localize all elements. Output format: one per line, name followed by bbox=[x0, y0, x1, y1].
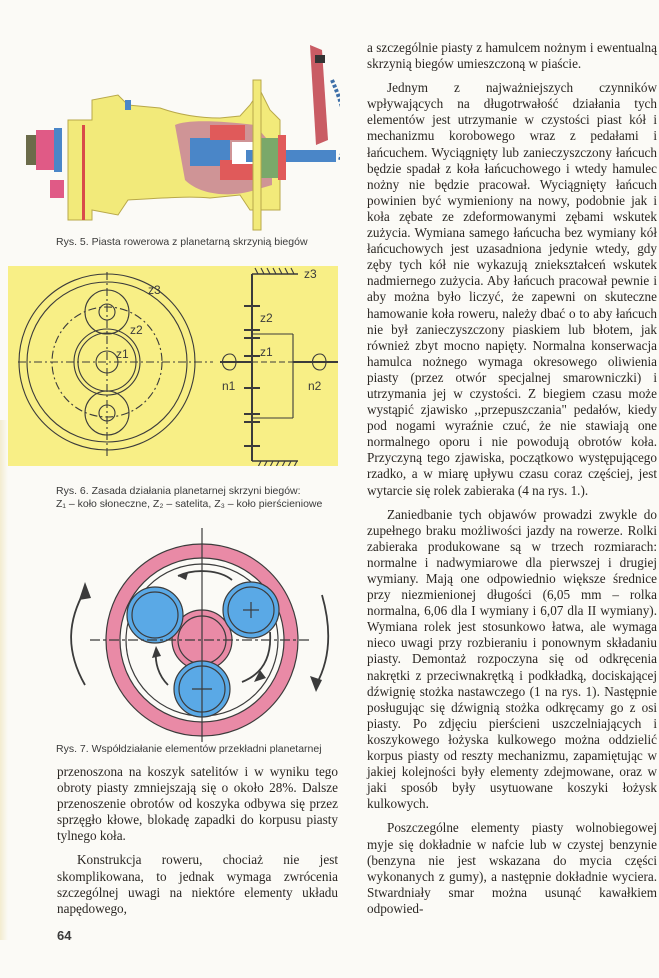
figure-6-caption-line1: Rys. 6. Zasada działania planetarnej skrzyni biegów: bbox=[56, 485, 301, 497]
label-n1: n1 bbox=[222, 379, 236, 393]
figure-5-caption: Rys. 5. Piasta rowerowa z planetarną skrzynią biegów bbox=[56, 236, 308, 248]
figure-6-caption-line2: Z₁ – koło słoneczne, Z₂ – satelita, Z₃ – koło pierścieniowe bbox=[56, 498, 323, 510]
label-z3-right: z3 bbox=[304, 267, 317, 281]
label-z1-right: z1 bbox=[260, 345, 273, 359]
planetary-gear-schematic bbox=[8, 266, 338, 466]
label-z1-left: z1 bbox=[116, 347, 129, 361]
label-z2-left: z2 bbox=[130, 323, 143, 337]
label-z2-right: z2 bbox=[260, 311, 273, 325]
figure-7-caption: Rys. 7. Współdziałanie elementów przekładni planetarnej bbox=[56, 743, 322, 755]
page-number: 64 bbox=[57, 928, 72, 943]
left-paragraph-2: Konstrukcja roweru, chociaż nie jest skomplikowana, to jednak wymaga zwrócenia szczególnej uwagi na niektóre elementy układu napędowego, bbox=[57, 852, 338, 916]
right-paragraph-2: Jednym z najważniejszych czynników wpływających na długotrwałość działania tych elementów jest utrzymanie w czystości piast kół i mechanizmu korobowego wraz z pedałami i łańcuchem. Wyciągnięty lub zanieczyszczony łańcuch będzie spadał z koła łańcuchowego i wtedy hamulec nożny nie będzie pracował. Wyciągnięty łańcuch powinien być wymieniony na nowy, podobnie jak i koła zębate ze zdeformowanymi zębami wskutek zużycia. Wymiana samego łańcucha bez wymiany kół łańcuchowych jest uzasadniona jedynie wtedy, gdy zęby tych kół nie wykazują zniekształceń wskutek nadmiernego zużycia. Aby łańcuch pracował pewnie i aby można było liczyć, że zapewni on skuteczne hamowanie koła roweru, należy dbać o to aby łańcuch nie był zanieczyszczony piaskiem lub błotem, jak również zbyt mocno napięty. Normalna konserwacja hamulca nożnego wymaga okresowego oliwienia piasty (przez otwór specjalnej smarowniczki) i utrzymania jej w czystości. Z biegiem czasu może wystąpić zjawisko ,,przepuszczania" pedałów, kiedy pod nogami wyraźnie czuć, że nie stawiają one normalnego oporu i nie powodują obrotów koła. Przyczyną tego zjawiska, początkowo występującego rzadko, a w miarę upływu czasu coraz częściej, jest wytarcie się rolek zabieraka (4 na rys. 1.). bbox=[367, 80, 657, 498]
figure-6-diagram bbox=[8, 266, 338, 466]
right-paragraph-1: a szczególnie piasty z hamulcem nożnym i ewentualną skrzynią biegów umieszczoną w piaście. bbox=[367, 40, 657, 72]
label-z3-left: z3 bbox=[148, 283, 161, 297]
left-paragraph-1: przenoszona na koszyk satelitów i w wyniku tego obroty piasty zmniejszają się o około 28%. Dalsze przenoszenie obrotów od koszyka odbywa się przez sprzęgło kłowe, blokadę zapadki do korpusu piasty tylnego koła. bbox=[57, 764, 338, 844]
right-column-text bbox=[367, 40, 657, 925]
figure-7-planetary-diagram bbox=[60, 520, 340, 745]
figure-6-caption bbox=[56, 485, 322, 511]
right-paragraph-4: Poszczególne elementy piasty wolnobiegowej myje się dokładnie w nafcie lub w czystej benzynie (benzyna nie jest wskazana do mycia części wykonanych z gumy), a następnie dokładnie wyciera. Stwardniały smar można usunąć kawałkiem odpowied- bbox=[367, 820, 657, 916]
figure-5-hub-illustration bbox=[10, 20, 340, 235]
page-edge-shadow bbox=[0, 420, 8, 940]
label-n2: n2 bbox=[308, 379, 322, 393]
right-paragraph-3: Zaniedbanie tych objawów prowadzi zwykle do zupełnego braku możliwości jazdy na rowerze. Rolki zabieraka produkowane są w trzech rozmiarach: normalne i nadwymiarowe dla pierwszej i drugiej wymiany. Mają one odpowiednio większe średnice przy niezmienionej długości (6,05 mm – rolka normalna, 6,06 dla I wymiany i 6,07 dla II wymiany). Wymiana rolek jest stosunkowo łatwa, ale wymaga nieco uwagi przy rozbieraniu i ponownym składaniu piasty. Demontaż rozpoczyna się od odkręcenia nakrętki z przeciwnakrętką i podkładką, dociskającej dźwignię stożka nastawczego (1 na rys. 1). Następnie posługując się dźwignią stożka odkręcamy go z osi piasty. Po zdjęciu pierścieni uszczelniających i koszykowego łożyska kulkowego można oddzielić korpus piasty od reszty mechanizmu, zapamiętując w jakiej kolejności były elementy zdejmowane, oraz w jaki sposób były usytuowane koszyki łożysk kulkowych. bbox=[367, 506, 657, 812]
left-column-text bbox=[57, 764, 338, 925]
